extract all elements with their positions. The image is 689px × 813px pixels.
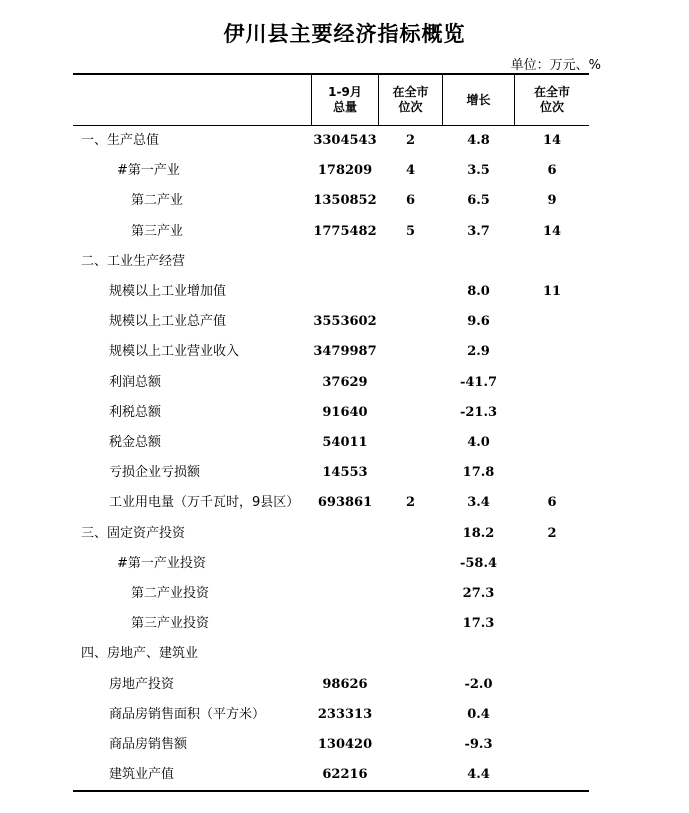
cell-rank-total — [379, 337, 442, 367]
cell-growth: 9.6 — [467, 314, 490, 330]
cell-total — [312, 519, 378, 549]
header-rank-total-line1: 在全市 — [392, 85, 429, 99]
table-row — [73, 519, 589, 549]
cell-rank-total — [379, 730, 442, 760]
cell-rank-total — [379, 368, 442, 398]
cell-total: 233313 — [317, 706, 373, 722]
row-label: #第一产业 — [117, 163, 180, 179]
table-row — [73, 307, 589, 337]
cell-rank-growth — [515, 398, 589, 428]
row-label: 一、生产总值 — [81, 133, 160, 148]
cell-growth: 6.5 — [467, 193, 490, 209]
cell-growth: -2.0 — [464, 676, 493, 692]
cell-rank-growth — [515, 337, 589, 367]
cell-growth: -58.4 — [459, 555, 498, 571]
cell-rank-growth — [515, 368, 589, 398]
cell-total: 62216 — [322, 767, 368, 783]
table-row — [73, 458, 589, 488]
table-row — [73, 760, 589, 790]
cell-total: 91640 — [322, 404, 368, 420]
cell-growth: 4.0 — [467, 435, 490, 450]
header-rank-total-line2: 位次 — [398, 100, 423, 114]
table-row — [73, 579, 589, 609]
header-rank-total — [379, 75, 442, 125]
cell-growth — [443, 247, 514, 277]
table-row — [73, 247, 589, 277]
row-label: 规模以上工业营业收入 — [109, 344, 240, 360]
cell-growth: -41.7 — [459, 374, 498, 390]
row-label: 规模以上工业总产值 — [109, 314, 227, 330]
row-label: 第三产业 — [131, 223, 184, 239]
row-label: 建筑业产值 — [109, 767, 175, 783]
cell-rank-growth: 14 — [542, 133, 562, 148]
cell-total: 37629 — [322, 374, 368, 390]
cell-growth — [443, 639, 514, 669]
cell-growth: 8.0 — [467, 284, 490, 299]
cell-rank-growth — [515, 639, 589, 669]
cell-growth: -21.3 — [459, 404, 498, 420]
cell-total: 693861 — [317, 495, 373, 511]
table-row — [73, 700, 589, 730]
cell-growth: 4.8 — [467, 133, 490, 148]
cell-rank-total — [379, 700, 442, 730]
cell-rank-growth: 14 — [542, 223, 562, 239]
cell-growth: 17.3 — [462, 616, 495, 632]
cell-total: 3553602 — [313, 314, 377, 330]
table-row — [73, 368, 589, 398]
table-row — [73, 398, 589, 428]
cell-total: 1350852 — [313, 193, 377, 209]
cell-rank-growth — [515, 247, 589, 277]
cell-total: 14553 — [322, 465, 368, 481]
row-label: 利税总额 — [109, 404, 162, 420]
table-row — [73, 428, 589, 458]
cell-growth: 0.4 — [467, 706, 490, 722]
cell-total: 54011 — [322, 435, 368, 450]
row-label: 规模以上工业增加值 — [109, 284, 227, 299]
cell-rank-total: 2 — [405, 495, 416, 511]
cell-growth: 3.5 — [467, 163, 490, 179]
table-row — [73, 217, 589, 247]
cell-total — [312, 549, 378, 579]
cell-rank-total — [379, 670, 442, 700]
cell-rank-growth — [515, 730, 589, 760]
cell-total — [312, 247, 378, 277]
row-label: 第二产业 — [131, 193, 184, 209]
cell-rank-total: 2 — [405, 133, 416, 148]
cell-rank-growth — [515, 609, 589, 639]
cell-rank-total — [379, 277, 442, 307]
header-rank-growth — [515, 75, 589, 125]
cell-rank-growth: 2 — [547, 525, 557, 541]
cell-rank-total — [379, 398, 442, 428]
cell-growth: 3.7 — [467, 223, 490, 239]
row-label: 房地产投资 — [109, 676, 175, 692]
cell-rank-total — [379, 458, 442, 488]
row-label: 四、房地产、建筑业 — [81, 646, 199, 662]
cell-rank-total — [379, 579, 442, 609]
cell-rank-total — [379, 609, 442, 639]
cell-total: 3304543 — [313, 133, 377, 148]
header-total — [312, 75, 378, 125]
cell-rank-growth — [515, 760, 589, 790]
header-total-line1: 1-9月 — [328, 85, 362, 99]
cell-rank-total — [379, 247, 442, 277]
cell-rank-growth — [515, 307, 589, 337]
cell-rank-total: 4 — [405, 163, 416, 179]
cell-rank-total — [379, 549, 442, 579]
cell-total — [312, 579, 378, 609]
cell-rank-total — [379, 760, 442, 790]
unit-label: 单位：万元、% — [510, 58, 601, 73]
cell-rank-total — [379, 307, 442, 337]
cell-rank-growth — [515, 428, 589, 458]
table-row — [73, 639, 589, 669]
header-total-line2: 总量 — [332, 100, 357, 114]
cell-growth: 27.3 — [462, 586, 495, 601]
row-label: 第三产业投资 — [131, 616, 210, 632]
cell-rank-total: 6 — [405, 193, 416, 209]
cell-rank-growth — [515, 670, 589, 700]
cell-rank-growth — [515, 579, 589, 609]
row-label: 工业用电量（万千瓦时，9县区） — [109, 495, 300, 511]
cell-growth: 3.4 — [467, 495, 490, 511]
cell-total: 178209 — [317, 163, 373, 179]
row-label: 二、工业生产经营 — [81, 253, 186, 269]
row-label: #第一产业投资 — [117, 555, 206, 571]
cell-rank-growth: 11 — [542, 284, 562, 299]
cell-rank-growth: 9 — [547, 193, 557, 209]
table-row — [73, 337, 589, 367]
cell-rank-total — [379, 428, 442, 458]
cell-total: 98626 — [322, 676, 368, 692]
cell-rank-total: 5 — [405, 223, 416, 239]
cell-growth: 2.9 — [467, 344, 490, 360]
cell-total — [312, 609, 378, 639]
cell-rank-growth: 6 — [547, 495, 557, 511]
cell-growth: -9.3 — [464, 737, 493, 752]
row-label: 商品房销售额 — [109, 737, 188, 752]
table-row — [73, 186, 589, 216]
table-row — [73, 730, 589, 760]
row-label: 商品房销售面积（平方米） — [109, 706, 266, 722]
table-row — [73, 609, 589, 639]
page-title: 伊川县主要经济指标概览 — [223, 22, 466, 46]
cell-total: 3479987 — [313, 344, 377, 360]
cell-total — [312, 639, 378, 669]
row-label: 三、固定资产投资 — [81, 525, 186, 541]
row-label: 第二产业投资 — [131, 586, 210, 601]
table-row — [73, 549, 589, 579]
table-row — [73, 126, 589, 156]
cell-growth: 18.2 — [462, 525, 495, 541]
cell-total: 1775482 — [313, 223, 377, 239]
cell-growth: 4.4 — [467, 767, 490, 783]
row-label: 亏损企业亏损额 — [109, 465, 201, 481]
cell-total — [312, 277, 378, 307]
table-bottom-rule — [73, 790, 589, 792]
row-label: 税金总额 — [109, 435, 162, 450]
row-label: 利润总额 — [109, 374, 162, 390]
header-rank-growth-line1: 在全市 — [533, 85, 570, 99]
table-row — [73, 277, 589, 307]
table-row — [73, 488, 589, 518]
header-growth-label: 增长 — [466, 92, 491, 107]
cell-growth: 17.8 — [462, 465, 495, 481]
cell-rank-total — [379, 639, 442, 669]
table-row — [73, 156, 589, 186]
cell-total: 130420 — [317, 737, 373, 752]
header-rank-growth-line2: 位次 — [539, 100, 564, 114]
cell-rank-growth: 6 — [547, 163, 557, 179]
cell-rank-growth — [515, 458, 589, 488]
cell-rank-growth — [515, 549, 589, 579]
cell-rank-growth — [515, 700, 589, 730]
cell-rank-total — [379, 519, 442, 549]
table-row — [73, 670, 589, 700]
header-growth — [443, 75, 514, 125]
